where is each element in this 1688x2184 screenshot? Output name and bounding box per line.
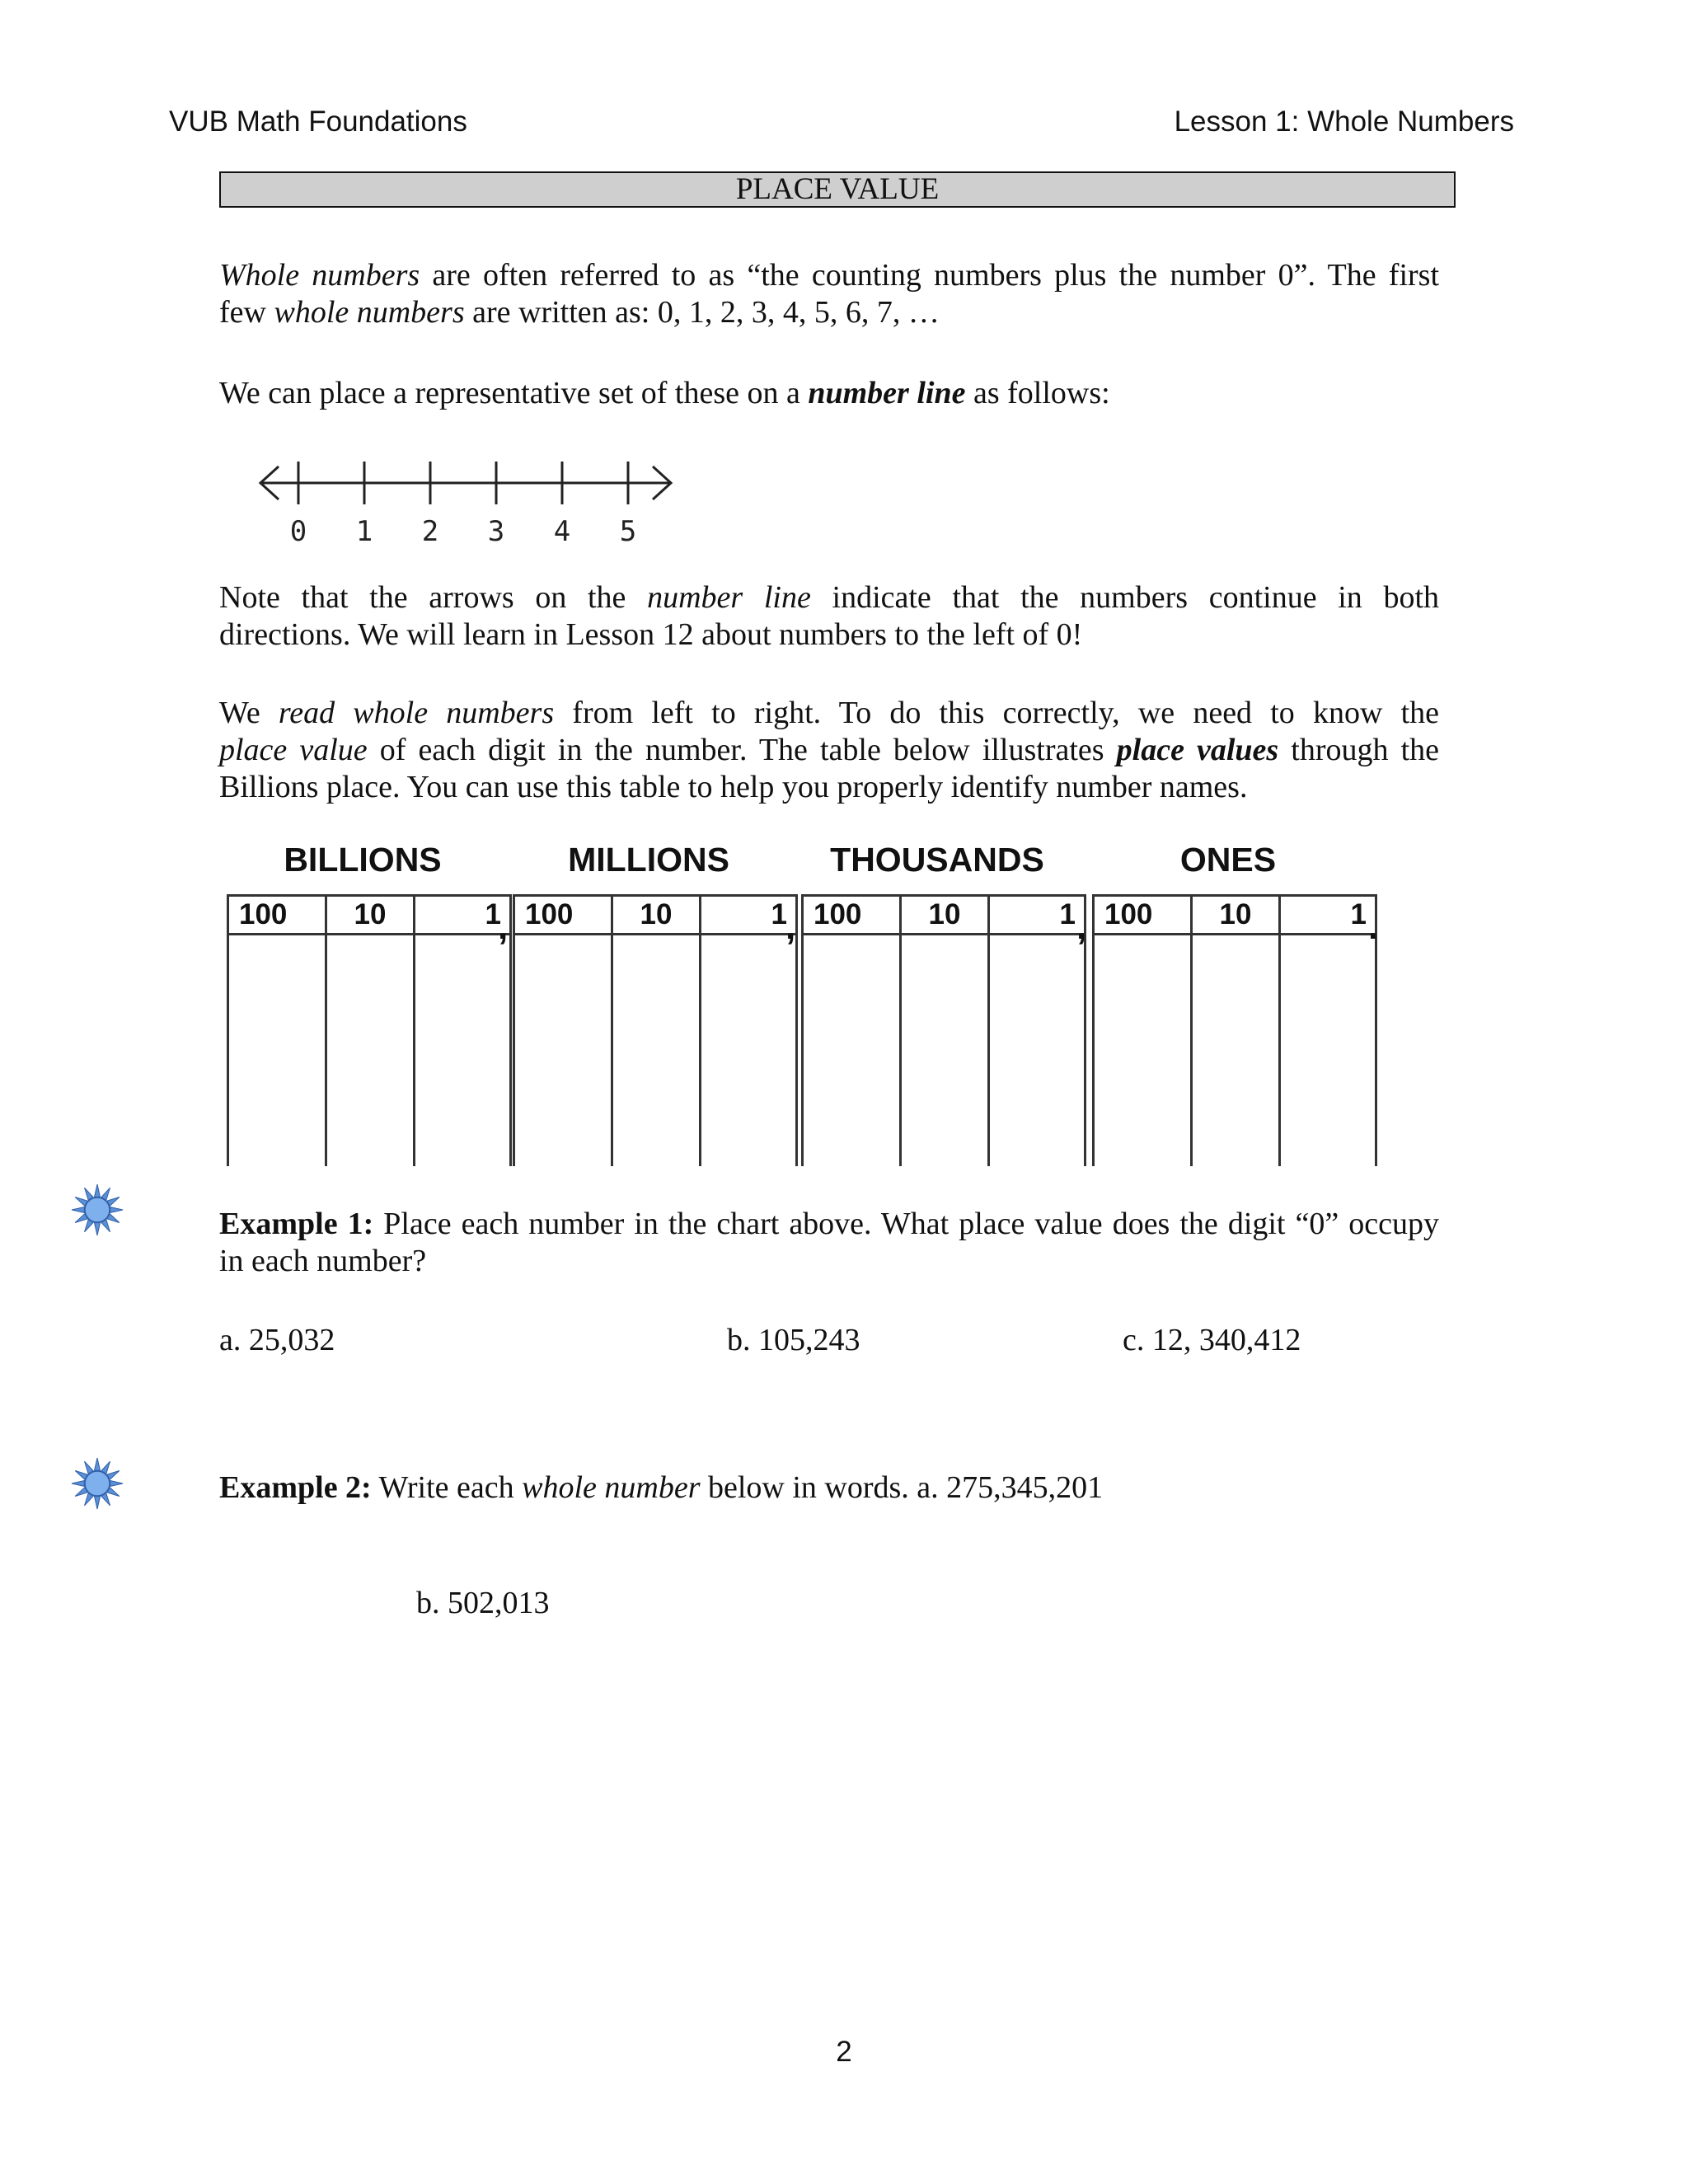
- place-value-group-thousands: [801, 894, 1086, 1166]
- read-term: place values: [1116, 733, 1279, 767]
- example-1-item-a: a. 25,032: [219, 1323, 335, 1357]
- column-header: 100: [803, 896, 901, 935]
- example-1-item-b: b. 105,243: [727, 1323, 860, 1357]
- section-title: PLACE VALUE: [219, 171, 1456, 208]
- numberline-term: number line: [808, 376, 966, 410]
- column-header: 10: [326, 896, 415, 935]
- place-cell: [612, 935, 701, 1167]
- separator-period: .: [1368, 907, 1379, 947]
- column-header: 1: [415, 896, 511, 935]
- number-line-label: 2: [421, 515, 439, 548]
- example-1-text: in each number?: [219, 1244, 427, 1278]
- column-header: 10: [1192, 896, 1280, 935]
- column-header: 10: [612, 896, 701, 935]
- example-1: [219, 1206, 1439, 1280]
- place-cell: [326, 935, 415, 1167]
- number-line-label: 3: [487, 515, 505, 548]
- intro-term: whole numbers: [274, 295, 465, 330]
- intro-paragraph: [219, 257, 1439, 331]
- separator-comma: ,: [785, 907, 796, 947]
- column-header: 1: [1280, 896, 1376, 935]
- header-left: VUB Math Foundations: [169, 105, 467, 138]
- place-value-group-billions: [227, 894, 512, 1166]
- column-header: 1: [989, 896, 1085, 935]
- intro-text: are often referred to as “the counting numbers plus the number 0”. The first: [420, 258, 1439, 293]
- place-cell: [1192, 935, 1280, 1167]
- number-line-label: 5: [619, 515, 637, 548]
- group-title-ones: ONES: [1179, 841, 1277, 879]
- place-cell: [701, 935, 797, 1167]
- note-text: Note that the arrows on the: [219, 580, 648, 615]
- place-cell: [514, 935, 612, 1167]
- column-header: 100: [228, 896, 326, 935]
- read-paragraph: [219, 695, 1439, 806]
- intro-text: few: [219, 295, 274, 330]
- group-title-billions: BILLIONS: [284, 841, 442, 879]
- column-header: 1: [701, 896, 797, 935]
- read-text: We: [219, 696, 279, 730]
- example-2-item-b: b. 502,013: [416, 1586, 550, 1620]
- place-cell: [803, 935, 901, 1167]
- example-2-term: whole number: [522, 1470, 701, 1505]
- read-term: place value: [219, 733, 368, 767]
- intro-text: are written as: 0, 1, 2, 3, 4, 5, 6, 7, …: [464, 295, 940, 330]
- place-cell: [415, 935, 511, 1167]
- separator-comma: ,: [498, 907, 509, 947]
- example-2: [219, 1469, 1103, 1507]
- intro-term: Whole numbers: [219, 258, 420, 293]
- example-2-label: Example 2:: [219, 1470, 372, 1505]
- numberline-intro-text: as follows:: [965, 376, 1110, 410]
- number-line-label: 4: [553, 515, 571, 548]
- numberline-intro: [219, 375, 1439, 412]
- example-1-label: Example 1:: [219, 1207, 374, 1241]
- example-2-text: below in words. a. 275,345,201: [700, 1470, 1104, 1505]
- separator-comma: ,: [1076, 907, 1087, 947]
- note-text: directions. We will learn in Lesson 12 about numbers to the left of 0!: [219, 617, 1083, 652]
- number-line-label: 1: [355, 515, 373, 548]
- read-term: read whole numbers: [278, 696, 555, 730]
- column-header: 100: [514, 896, 612, 935]
- number-line: [247, 452, 692, 551]
- place-cell: [1280, 935, 1376, 1167]
- example-1-text: Place each number in the chart above. What place value does the digit “0” occupy: [373, 1207, 1440, 1241]
- sun-icon: [71, 1457, 124, 1510]
- read-text: of each digit in the number. The table below illustrates: [367, 733, 1117, 767]
- number-line-label: 0: [289, 515, 307, 548]
- sun-icon: [71, 1183, 124, 1236]
- read-text: from left to right. To do this correctly, we need to know the: [554, 696, 1439, 730]
- example-2-text: Write each: [371, 1470, 523, 1505]
- note-text: indicate that the numbers continue in both: [810, 580, 1439, 615]
- place-cell: [1094, 935, 1192, 1167]
- place-cell: [989, 935, 1085, 1167]
- read-text: through the: [1278, 733, 1439, 767]
- page-number: 2: [836, 2036, 852, 2068]
- place-cell: [901, 935, 989, 1167]
- read-text: Billions place. You can use this table to help you properly identify number names.: [219, 770, 1248, 804]
- group-title-millions: MILLIONS: [568, 841, 729, 879]
- numberline-intro-text: We can place a representative set of these on a: [219, 376, 809, 410]
- group-title-thousands: THOUSANDS: [830, 841, 1044, 879]
- column-header: 100: [1094, 896, 1192, 935]
- place-cell: [228, 935, 326, 1167]
- note-term: number line: [647, 580, 811, 615]
- column-header: 10: [901, 896, 989, 935]
- place-value-group-millions: [513, 894, 798, 1166]
- note-paragraph: [219, 579, 1439, 654]
- header-right: Lesson 1: Whole Numbers: [1174, 105, 1514, 138]
- place-value-group-ones: [1092, 894, 1377, 1166]
- example-1-item-c: c. 12, 340,412: [1123, 1323, 1301, 1357]
